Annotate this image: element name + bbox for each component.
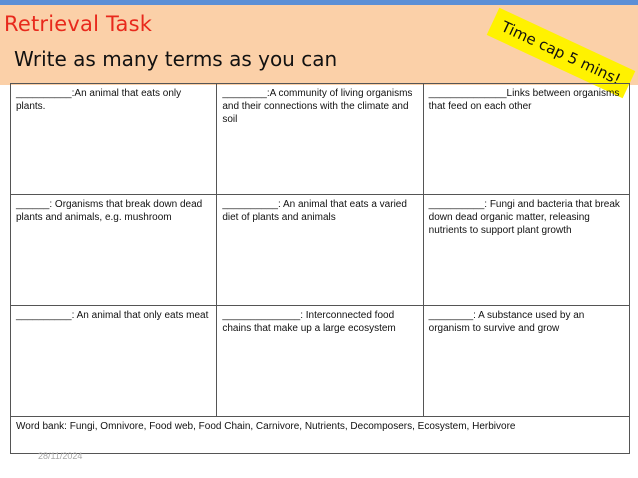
definition-cell[interactable]: ______________: Interconnected food chains that make up a large ecosystem (217, 306, 423, 417)
slide-subtitle: Write as many terms as you can (14, 47, 338, 71)
table-row (11, 195, 630, 306)
definition-cell[interactable]: ________: A substance used by an organism to survive and grow (423, 306, 629, 417)
definition-cell[interactable]: ______: Organisms that break down dead plants and animals, e.g. mushroom (11, 195, 217, 306)
definition-cell[interactable]: ________:A community of living organisms and their connections with the climate and soil (217, 84, 423, 195)
time-cap-badge: Time cap 5 mins! (487, 8, 636, 99)
table-row (11, 306, 630, 417)
word-bank: Word bank: Fungi, Omnivore, Food web, Food Chain, Carnivore, Nutrients, Decomposers, Ecosystem, Herbivore (11, 417, 630, 454)
definition-cell[interactable]: __________: Fungi and bacteria that break down dead organic matter, releasing nutrients to support plant growth (423, 195, 629, 306)
definition-cell[interactable]: __________: An animal that eats a varied diet of plants and animals (217, 195, 423, 306)
slide-title: Retrieval Task (4, 12, 153, 36)
word-bank-row (11, 417, 630, 454)
table-row (11, 84, 630, 195)
definition-cell[interactable]: __________: An animal that only eats meat (11, 306, 217, 417)
definition-cell[interactable]: __________:An animal that eats only plants. (11, 84, 217, 195)
slide-date: 28/11/2024 (38, 451, 83, 461)
definitions-table (10, 83, 630, 454)
definition-cell[interactable]: ______________Links between organisms that feed on each other (423, 84, 629, 195)
